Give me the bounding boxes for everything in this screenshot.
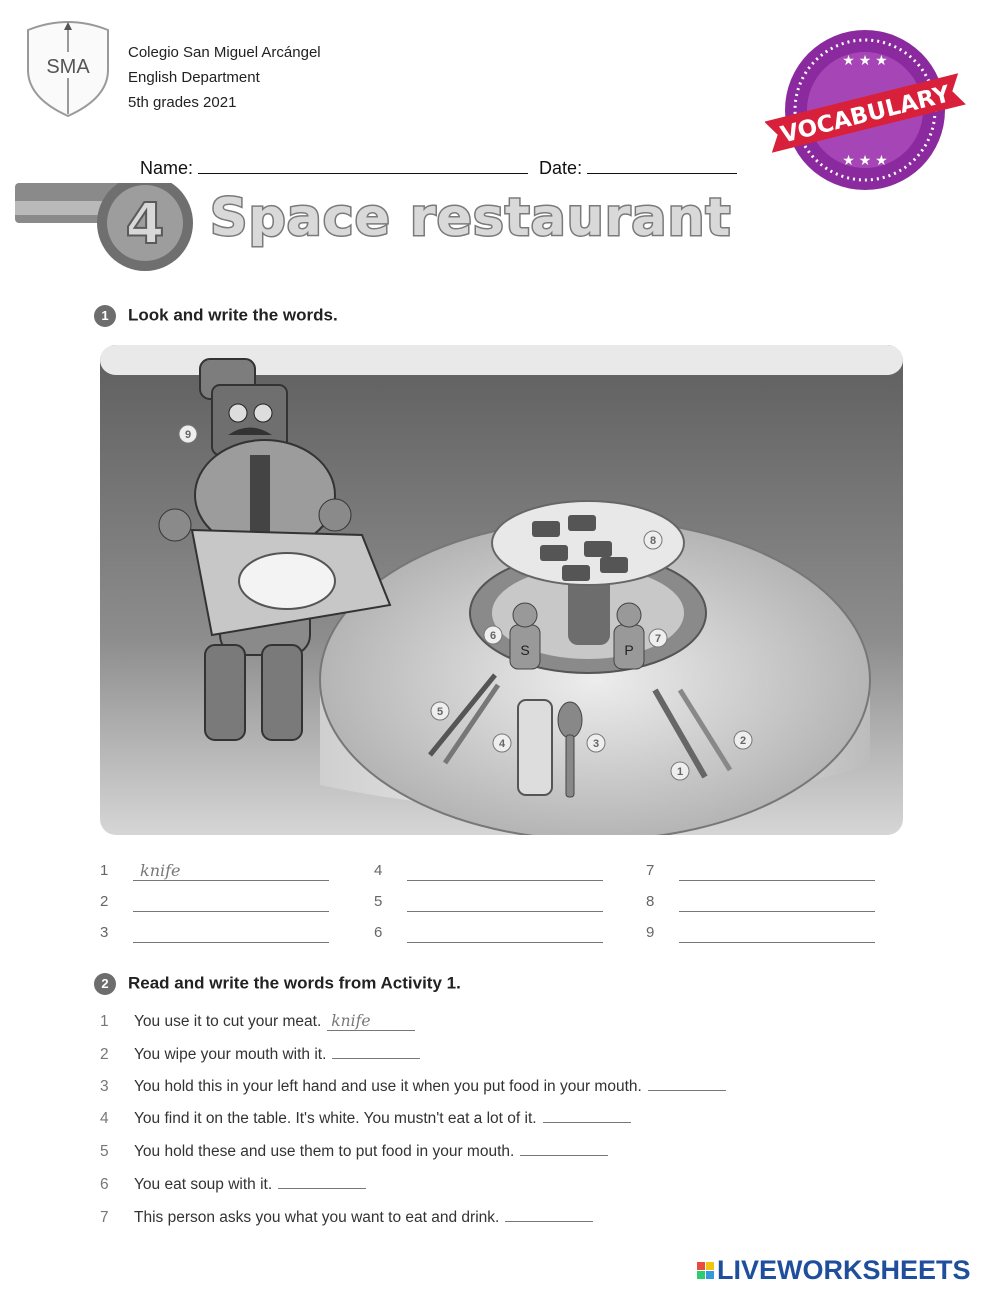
school-crest-logo [20,18,116,118]
activity-1-instruction: Look and write the words. [128,305,338,325]
activity-1-heading [94,305,338,327]
svg-text:9: 9 [184,429,192,441]
callout-9 [179,425,197,443]
activity-2-heading [94,973,461,995]
answer-line[interactable] [407,880,603,881]
svg-text:★ ★ ★: ★ ★ ★ [842,52,888,68]
activity-2-instruction: Read and write the words from Activity 1. [128,973,461,993]
salt-label: S [520,642,530,658]
activity-1-number: 1 [94,305,116,327]
sentence-blank[interactable] [648,1076,726,1091]
sentence-blank[interactable] [505,1207,593,1222]
liveworksheets-text: LIVEWORKSHEETS [717,1255,971,1285]
sentence-item: 1 You use it to cut your meat. knife [100,1012,415,1031]
answer-item: 7 [646,860,886,884]
sentence-blank[interactable] [543,1108,631,1123]
answer-item: 1 knife [100,860,340,884]
sentence-blank[interactable] [520,1141,608,1156]
callout-6 [484,626,502,644]
callout-5 [431,702,449,720]
name-date-row [140,155,737,179]
callout-7 [649,629,667,647]
sentence-item: 6 You eat soup with it. [100,1174,366,1194]
unit-title: Space restaurant [210,188,732,248]
sentence-blank[interactable] [278,1174,366,1189]
vocabulary-stamp [765,25,970,195]
svg-text:★ ★ ★: ★ ★ ★ [842,152,888,168]
sentence-answer[interactable]: knife [327,1012,415,1031]
answer-item: 8 [646,891,886,915]
unit-number: 4 [125,192,165,257]
stamp-text: VOCABULARY [778,81,953,149]
answer-item: 6 [374,922,614,946]
answer-line[interactable] [407,911,603,912]
callout-4 [493,734,511,752]
answer-line[interactable] [133,942,329,943]
sentence-blank[interactable] [332,1044,420,1059]
school-name: Colegio San Miguel Arcángel [128,44,321,61]
grade-year: 5th grades 2021 [128,94,237,111]
restaurant-illustration [100,345,903,835]
callout-3 [587,734,605,752]
crest-text: SMA [46,56,90,78]
date-field[interactable] [587,155,737,174]
svg-text:3: 3 [592,738,600,750]
name-label: Name: [140,158,194,178]
svg-text:5: 5 [436,706,444,718]
answer-line[interactable] [407,942,603,943]
liveworksheets-logo[interactable] [697,1255,971,1286]
callout-1 [671,762,689,780]
sentence-item: 2 You wipe your mouth with it. [100,1044,420,1064]
school-info [128,40,321,115]
answer-value: knife [140,861,181,880]
department: English Department [128,69,260,86]
sentence-item: 5 You hold these and use them to put food in your mouth. [100,1141,608,1161]
answer-item: 2 [100,891,340,915]
answer-line[interactable] [679,942,875,943]
pepper-label: P [624,642,634,658]
answer-line[interactable] [133,880,329,881]
svg-text:7: 7 [654,633,662,645]
answer-line[interactable] [679,880,875,881]
svg-text:6: 6 [489,630,497,642]
answer-item: 5 [374,891,614,915]
answer-item: 4 [374,860,614,884]
sentence-item: 7 This person asks you what you want to eat and drink. [100,1207,593,1227]
date-label: Date: [539,158,583,178]
liveworksheets-tiles-icon [697,1262,714,1279]
sentence-item: 3 You hold this in your left hand and use it when you put food in your mouth. [100,1076,726,1096]
sentence-item: 4 You find it on the table. It's white. You mustn't eat a lot of it. [100,1108,631,1128]
name-field[interactable] [198,155,528,174]
callout-8 [644,531,662,549]
answer-line[interactable] [679,911,875,912]
svg-text:4: 4 [498,738,506,750]
answer-item: 3 [100,922,340,946]
svg-text:1: 1 [676,766,684,778]
svg-text:8: 8 [649,535,657,547]
svg-text:2: 2 [739,735,747,747]
callout-2 [734,731,752,749]
answer-item: 9 [646,922,886,946]
activity-2-number: 2 [94,973,116,995]
answer-line[interactable] [133,911,329,912]
